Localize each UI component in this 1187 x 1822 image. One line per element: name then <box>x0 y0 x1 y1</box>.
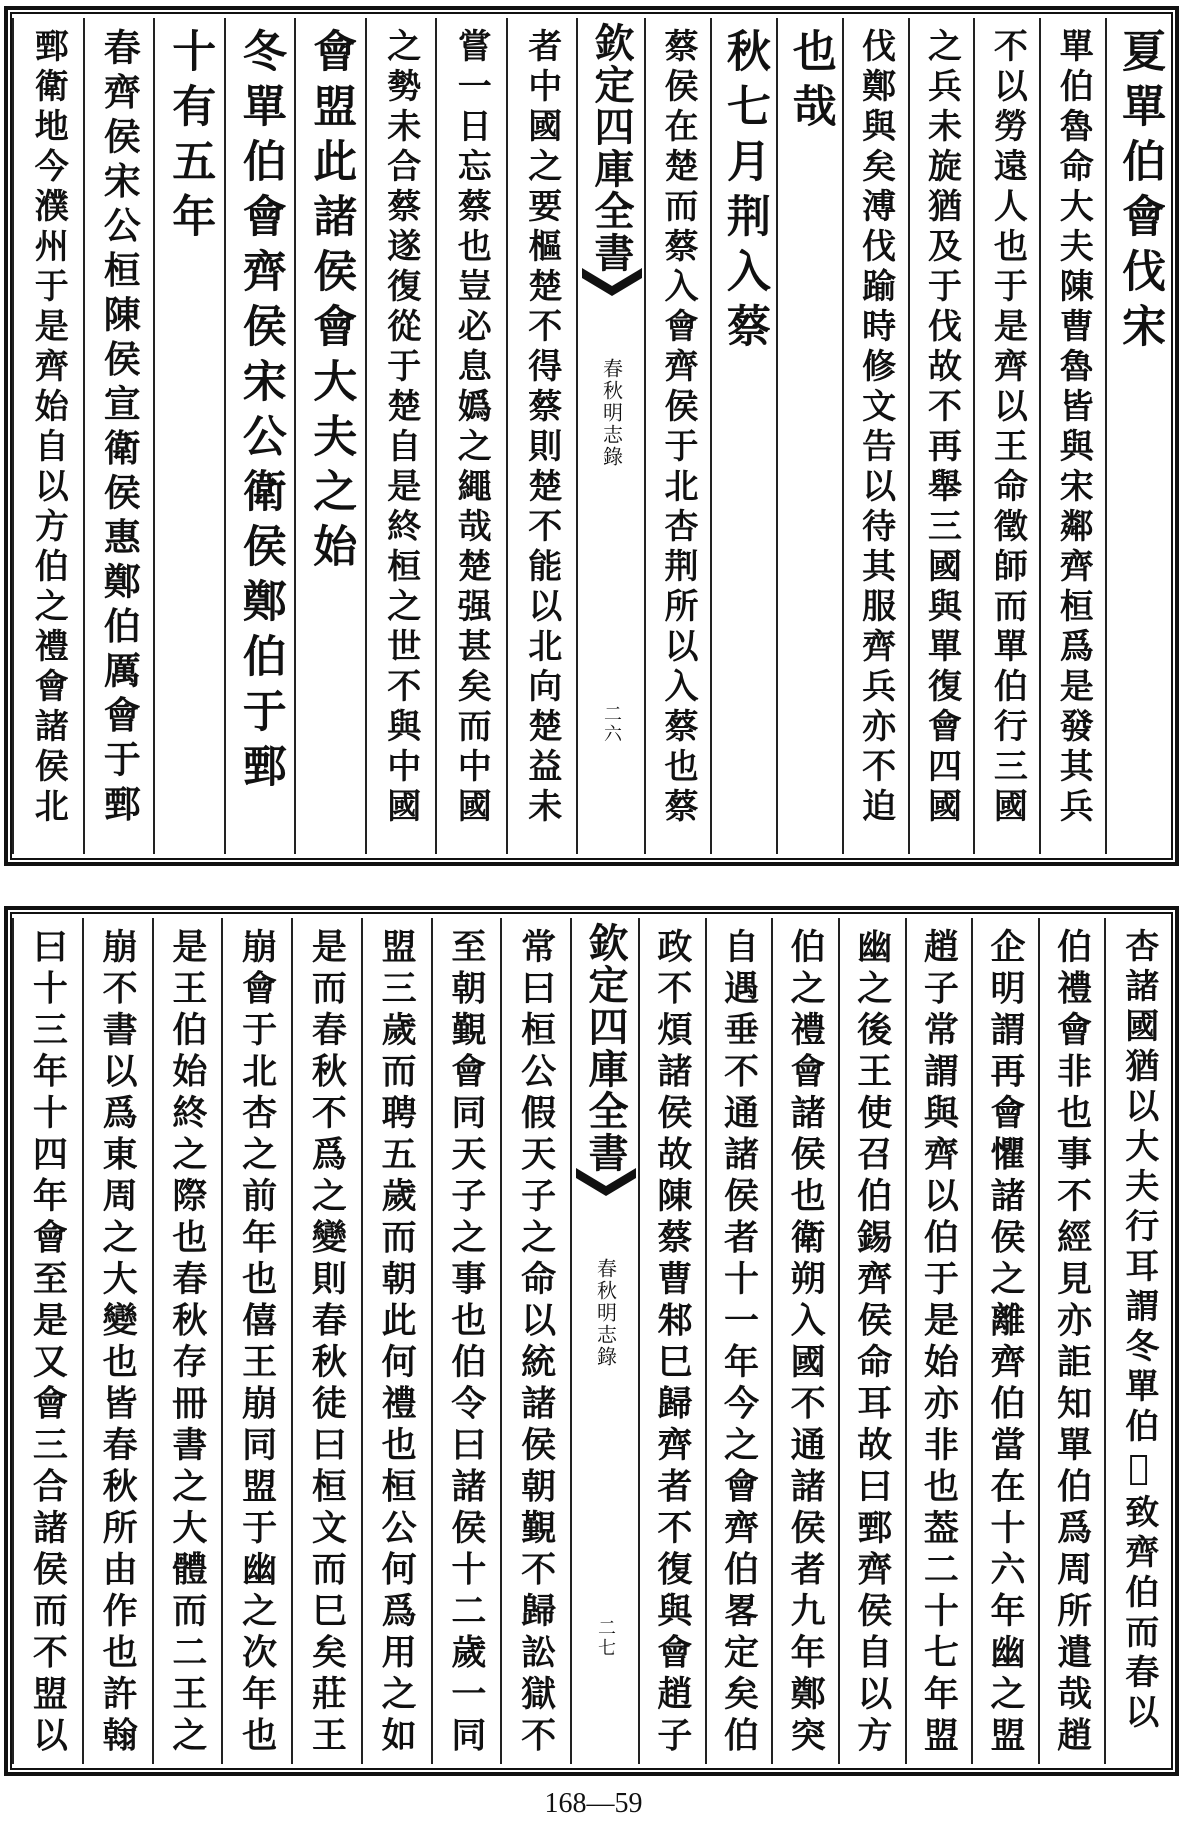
folio-number: 二七 <box>595 1618 616 1658</box>
column-text: 之勢未合蔡遂復從于楚自是終桓之世不與中國 <box>380 28 421 828</box>
column-text: 鄄衛地今濮州于是齊始自以方伯之禮會諸侯北 <box>28 28 69 828</box>
column-text: 常曰桓公假天子之命以統諸侯朝覲不歸訟獄不 <box>515 928 557 1758</box>
text-column <box>365 18 436 854</box>
text-column <box>224 18 295 854</box>
column-text: 不以勞遠人也于是齊以王命徵師而單伯行三國 <box>987 28 1028 828</box>
text-column <box>153 18 224 854</box>
column-text: 幽之後王使召伯錫齊侯命耳故曰鄄齊侯自以方 <box>851 928 893 1758</box>
fish-tail-mark-icon <box>576 1168 636 1196</box>
column-text: 夏單伯會伐宋 <box>1114 28 1166 358</box>
text-column <box>435 18 506 854</box>
book-title: 欽定四庫全書 <box>582 922 629 1174</box>
text-column <box>776 18 842 854</box>
text-column <box>1105 18 1171 854</box>
text-column <box>1104 918 1171 1764</box>
text-column <box>500 918 570 1764</box>
column-text: 伐鄭與矣溥伐踰時修文告以待其服齊兵亦不迫 <box>855 28 896 828</box>
column-text: 春齊侯宋公桓陳侯宣衛侯惠鄭伯厲會于鄄 <box>97 28 142 829</box>
column-text: 政不煩諸侯故陳蔡曹邾巳歸齊者不復與會趙子 <box>651 928 693 1758</box>
text-column <box>1038 918 1105 1764</box>
column-text: 秋七月荆入蔡 <box>718 28 770 358</box>
fish-tail-mark-icon <box>582 268 642 296</box>
column-text: 冬單伯會齊侯宋公衛侯鄭伯于鄄 <box>234 28 286 798</box>
text-column <box>431 918 501 1764</box>
text-column <box>771 918 838 1764</box>
top-page-frame <box>4 6 1179 866</box>
text-column <box>1039 18 1105 854</box>
bottom-page-frame <box>4 906 1179 1776</box>
text-column <box>294 18 365 854</box>
column-text: 是王伯始終之際也春秋存冊書之大體而二王之 <box>166 928 208 1758</box>
column-text: 者中國之要樞楚不得蔡則楚不能以北向楚益未 <box>521 28 562 828</box>
column-text: 伯禮會非也事不經見亦詎知單伯爲周所遣哉趙 <box>1051 928 1093 1758</box>
text-column <box>905 918 972 1764</box>
column-text: 也哉 <box>784 28 836 138</box>
column-text: 崩會于北杏之前年也僖王崩同盟于幽之次年也 <box>236 928 278 1758</box>
top-gutter <box>576 18 644 854</box>
column-text: 蔡侯在楚而蔡入會齊侯于北杏荆所以入蔡也蔡 <box>657 28 698 828</box>
text-column <box>82 918 152 1764</box>
column-text: 曰十三年十四年會至是又會三合諸侯而不盟以 <box>27 928 69 1758</box>
text-column <box>710 18 776 854</box>
column-text: 嘗一日忘蔡也豈必息嬀之繩哉楚强甚矣而中國 <box>451 28 492 828</box>
folio-number: 二六 <box>601 704 622 744</box>
page-number: 168—59 <box>544 1788 643 1819</box>
column-text: 杏諸國猶以大夫行耳謂冬單伯𥘉致齊伯而春以 <box>1118 928 1159 1734</box>
text-column <box>221 918 291 1764</box>
column-text: 企明謂再會懼諸侯之離齊伯當在十六年幽之盟 <box>984 928 1026 1758</box>
column-text: 趙子常謂與齊以伯于是始亦非也葢二十七年盟 <box>918 928 960 1758</box>
volume-title: 春秋明志錄 <box>599 358 624 468</box>
text-column <box>973 18 1039 854</box>
column-text: 崩不書以爲東周之大變也皆春秋所由作也許翰 <box>97 928 139 1758</box>
text-column <box>152 918 222 1764</box>
column-text: 單伯魯命大夫陳曹魯皆與宋鄰齊桓爲是發其兵 <box>1053 28 1094 828</box>
column-text: 之兵未旋猶及于伐故不再舉三國與單復會四國 <box>921 28 962 828</box>
text-column <box>12 18 83 854</box>
book-title: 欽定四庫全書 <box>588 22 635 274</box>
volume-title: 春秋明志錄 <box>593 1258 618 1368</box>
column-text: 自遇垂不通諸侯者十一年今之會齊伯畧定矣伯 <box>718 928 760 1758</box>
column-text: 至朝覲會同天子之事也伯令曰諸侯十二歲一同 <box>445 928 487 1758</box>
text-column <box>83 18 154 854</box>
text-column <box>971 918 1038 1764</box>
text-column <box>506 18 577 854</box>
text-column <box>361 918 431 1764</box>
text-column <box>291 918 361 1764</box>
text-column <box>12 918 82 1764</box>
text-column <box>908 18 974 854</box>
text-column <box>644 18 710 854</box>
text-column <box>842 18 908 854</box>
bottom-gutter <box>570 918 638 1764</box>
column-text: 是而春秋不爲之變則春秋徒曰桓文而巳矣莊王 <box>306 928 348 1758</box>
text-column <box>638 918 705 1764</box>
column-text: 盟三歲而聘五歲而朝此何禮也桓公何爲用之如 <box>376 928 418 1758</box>
text-column <box>838 918 905 1764</box>
column-text: 十有五年 <box>164 28 216 248</box>
text-column <box>705 918 772 1764</box>
column-text: 會盟此諸侯會大夫之始 <box>305 28 357 578</box>
column-text: 伯之禮會諸侯也衛朔入國不通諸侯者九年鄭突 <box>785 928 827 1758</box>
